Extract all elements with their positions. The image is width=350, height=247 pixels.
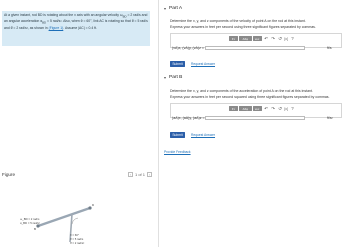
part-a-answer-input[interactable] [205, 46, 305, 51]
figure-diagram [20, 172, 154, 247]
label-omega: ω_BD = 2 rad/s [20, 217, 40, 221]
part-a-header[interactable] [164, 6, 182, 11]
part-b-header[interactable] [164, 75, 182, 80]
undo-icon[interactable]: ↶ [264, 105, 268, 111]
provide-feedback-link[interactable]: Provide Feedback [164, 150, 191, 154]
problem-panel [0, 0, 158, 247]
part-a-unit: ft/s [327, 46, 332, 50]
part-b-title: Part B [169, 75, 183, 80]
templates-button[interactable]: Σ√ [229, 106, 238, 111]
figure-pager-text: 1 of 1 [134, 172, 145, 177]
part-b-instructions: Express your answers in feet per second squared using three significant figures separated by commas. [170, 95, 330, 99]
collapse-triangle-icon [164, 77, 166, 79]
part-b-request-answer-link[interactable]: Request Answer [191, 133, 216, 137]
vector-button[interactable]: vec [253, 36, 262, 41]
panel-divider [158, 0, 159, 247]
symbols-button[interactable]: ΑΣφ [239, 106, 252, 111]
label-alpha: α_BD = 5 rad/s² [20, 221, 40, 225]
next-figure-button[interactable]: › [148, 172, 151, 177]
part-a-title: Part A [169, 6, 183, 11]
redo-icon[interactable]: ↷ [271, 105, 275, 111]
part-b-unit: ft/s² [327, 116, 333, 120]
vector-button[interactable]: vec [253, 106, 262, 111]
redo-icon[interactable]: ↷ [271, 35, 275, 41]
part-a-toolbar [229, 36, 295, 41]
part-b-submit-button[interactable]: Submit [170, 132, 185, 138]
label-b: B [34, 227, 37, 231]
label-theta-dot: θ̇ = 5 rad/s [70, 237, 84, 241]
figure-label: Figure [2, 172, 16, 177]
part-b-toolbar [229, 106, 295, 111]
part-a-description: Determine the x, y, and z components of the velocity of point A on the rod at this instant. [170, 19, 306, 23]
label-theta-ddot: θ̈ = 2 rad/s² [70, 241, 85, 245]
reset-icon[interactable]: ↺ [278, 35, 282, 41]
part-a-submit-button[interactable]: Submit [170, 61, 185, 67]
figure-panel [20, 172, 154, 247]
part-b-answer-input[interactable] [205, 116, 305, 121]
undo-icon[interactable]: ↶ [264, 35, 268, 41]
symbols-button[interactable]: ΑΣφ [239, 36, 252, 41]
part-a-instructions: Express your answers in feet per second using three significant figures separated by commas. [170, 25, 316, 29]
theta-arc [72, 218, 78, 224]
problem-statement: At a given instant, rod BD is rotating about the x axis with an angular velocity $\omega_{BD} = 2$ rad/s and an angular acceleration $\alpha_{BD} = 5$ rad/s². Also, when θ = 60°, link AC is rotating so that θ̇ = 5 rad/s and θ̈ = 2 rad/s², as shown in (Figure 1). Assume |AC| = 0.4 ft. [2, 11, 150, 46]
parts-panel [160, 0, 350, 247]
help-icon[interactable]: ? [291, 106, 294, 111]
reset-icon[interactable]: ↺ [278, 105, 282, 111]
keyboard-shortcuts-icon[interactable]: [≡] [284, 106, 288, 111]
label-d: D [92, 203, 95, 207]
prev-figure-button[interactable]: ‹ [129, 172, 132, 177]
rod-bd [38, 208, 90, 226]
templates-button[interactable]: Σ√ [229, 36, 238, 41]
keyboard-shortcuts-icon[interactable]: [≡] [284, 36, 288, 41]
part-b-description: Determine the x, y, and z components of the acceleration of point A on the rod at this instant. [170, 89, 313, 93]
help-icon[interactable]: ? [291, 36, 294, 41]
part-a-answer-label: (vA)x, (vA)y, (vA)z = [172, 46, 204, 50]
part-b-answer-label: (aA)x, (aA)y, (aA)z = [172, 116, 205, 120]
label-theta: θ = 60° [70, 233, 79, 237]
collapse-triangle-icon [164, 8, 166, 10]
figure-link[interactable]: (Figure 1) [48, 26, 64, 31]
part-a-request-answer-link[interactable]: Request Answer [191, 62, 216, 66]
